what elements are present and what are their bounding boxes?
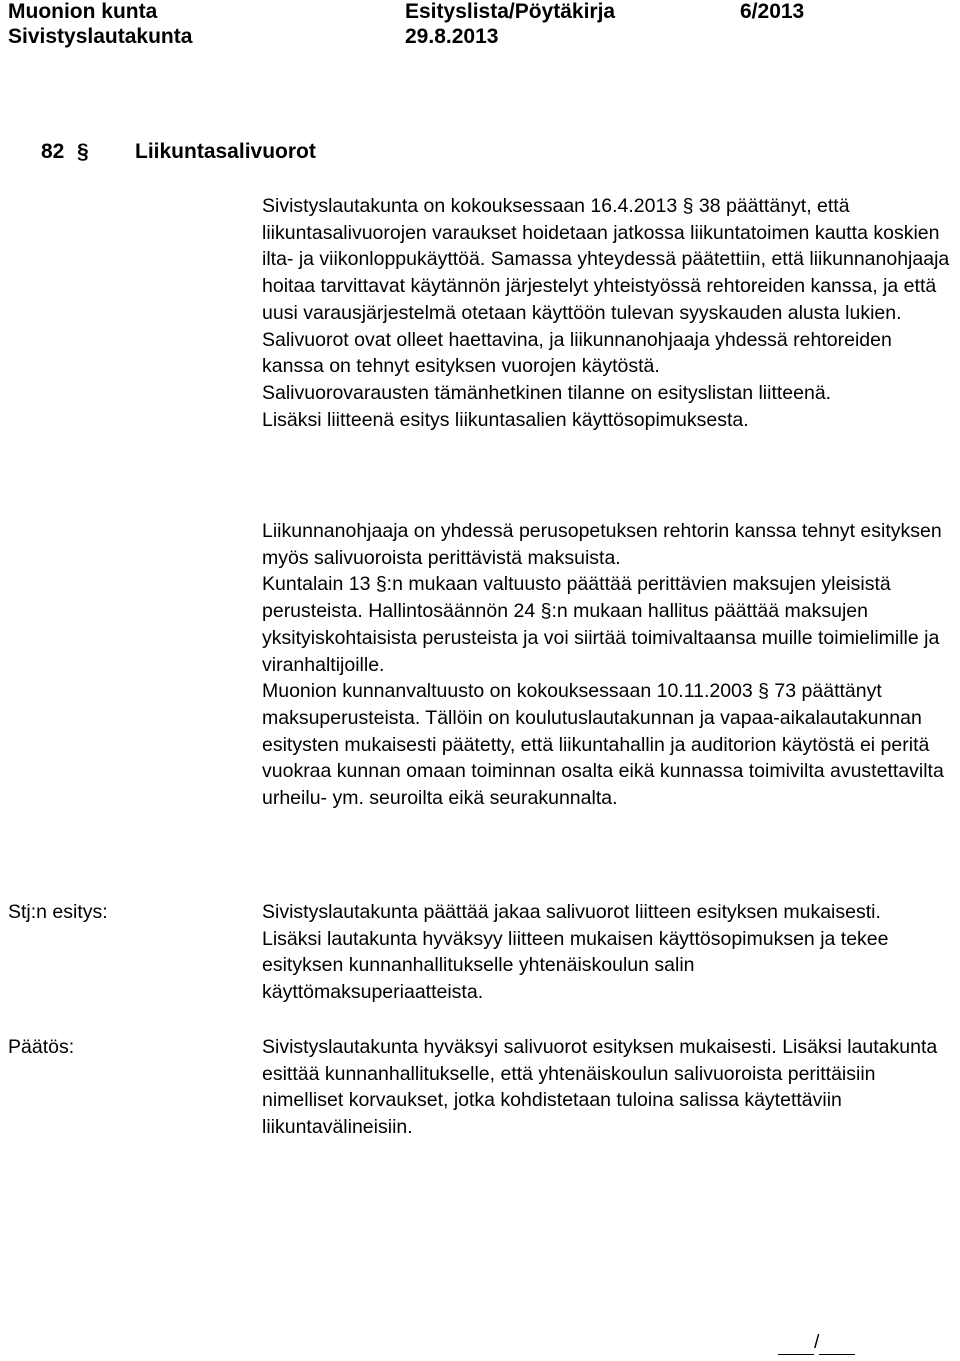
- initials-separator: /: [814, 1331, 820, 1353]
- paragraph: Salivuorovarausten tämänhetkinen tilanne on esityslistan liitteenä.: [262, 381, 832, 404]
- initials-blank-right: [819, 1334, 855, 1355]
- paragraph: Liikunnanohjaaja on yhdessä perusopetuksen rehtorin kanssa tehnyt esityksen myös salivuoroista perittävistä maksuista.: [262, 520, 942, 569]
- paragraph: Muonion kunnanvaltuusto on kokouksessaan 10.11.2003 § 73 päättänyt maksuperusteista. Tällöin on koulutuslautakunnan ja vapaa-aikalautakunnan esitysten mukaisesti päätetty, että liikuntahallin ja auditorion käytöstä ei peritä vuokraa kunnan omaan toiminnan osalta eikä kunnassa toimivilta avustettavilta urheilu- ym. seuroilta eikä seurakunnalta.: [262, 680, 944, 810]
- section-number: 82: [41, 140, 65, 163]
- header-document-number: 6/2013: [740, 0, 805, 23]
- paragraph: Sivistyslautakunta päättää jakaa salivuorot liitteen esityksen mukaisesti. Lisäksi lautakunta hyväksyy liitteen mukaisen käyttösopimuksen ja tekee esityksen kunnanhallitukselle yhtenäiskoulun salin käyttömaksuperiaatteista.: [262, 901, 889, 1004]
- paragraph: Sivistyslautakunta on kokouksessaan 16.4.2013 § 38 päättänyt, että liikuntasalivuorojen varaukset hoidetaan jatkossa liikuntatoimen kautta koskien ilta- ja viikonloppukäyttöä. Samassa yhteydessä päätettiin, että liikunnanohjaaja hoitaa tarvittavat käytännön järjestelyt yhteistyössä rehtoreiden kanssa, ja että uusi varausjärjestelmä otetaan käyttöön tulevan syyskauden alusta lukien.: [262, 195, 950, 324]
- paragraph: Salivuorot ovat olleet haettavina, ja liikunnanohjaaja yhdessä rehtoreiden kanssa on tehnyt esityksen vuorojen käytöstä.: [262, 328, 892, 378]
- header-municipality: Muonion kunta: [8, 0, 158, 23]
- initials-blank-left: [778, 1334, 814, 1355]
- section-heading: [41, 139, 316, 165]
- fees-text: [262, 518, 952, 812]
- header-body-name: Sivistyslautakunta: [8, 25, 193, 48]
- header-document-type: Esityslista/Pöytäkirja: [405, 0, 616, 23]
- section-symbol: §: [77, 140, 89, 163]
- background-text: [262, 193, 952, 433]
- decision-text: [262, 1034, 952, 1141]
- section-title: Liikuntasalivuorot: [135, 140, 316, 163]
- decision-label: Päätös:: [8, 1036, 75, 1058]
- paragraph: Lisäksi liitteenä esitys liikuntasalien käyttösopimuksesta.: [262, 408, 749, 431]
- paragraph: Sivistyslautakunta hyväksyi salivuorot esityksen mukaisesti. Lisäksi lautakunta esittää kunnanhallitukselle, että yhtenäiskoulun salivuoroista perittäisiin nimelliset korvaukset, jotka kohdistetaan tuloina salissa käytettäviin liikuntavälineisiin.: [262, 1036, 938, 1139]
- paragraph: Kuntalain 13 §:n mukaan valtuusto päättää perittävien maksujen yleisistä perusteista. Hallintosäännön 24 §:n mukaan hallitus päättää maksujen yksityiskohtaisista perusteista ja voi siirtää toimivaltaansa muille toimielimille ja viranhaltijoille.: [262, 573, 940, 676]
- proposal-label: Stj:n esitys:: [8, 901, 108, 923]
- initials-line: [778, 1329, 855, 1355]
- proposal-text: [262, 899, 902, 1006]
- header-date: 29.8.2013: [405, 25, 499, 48]
